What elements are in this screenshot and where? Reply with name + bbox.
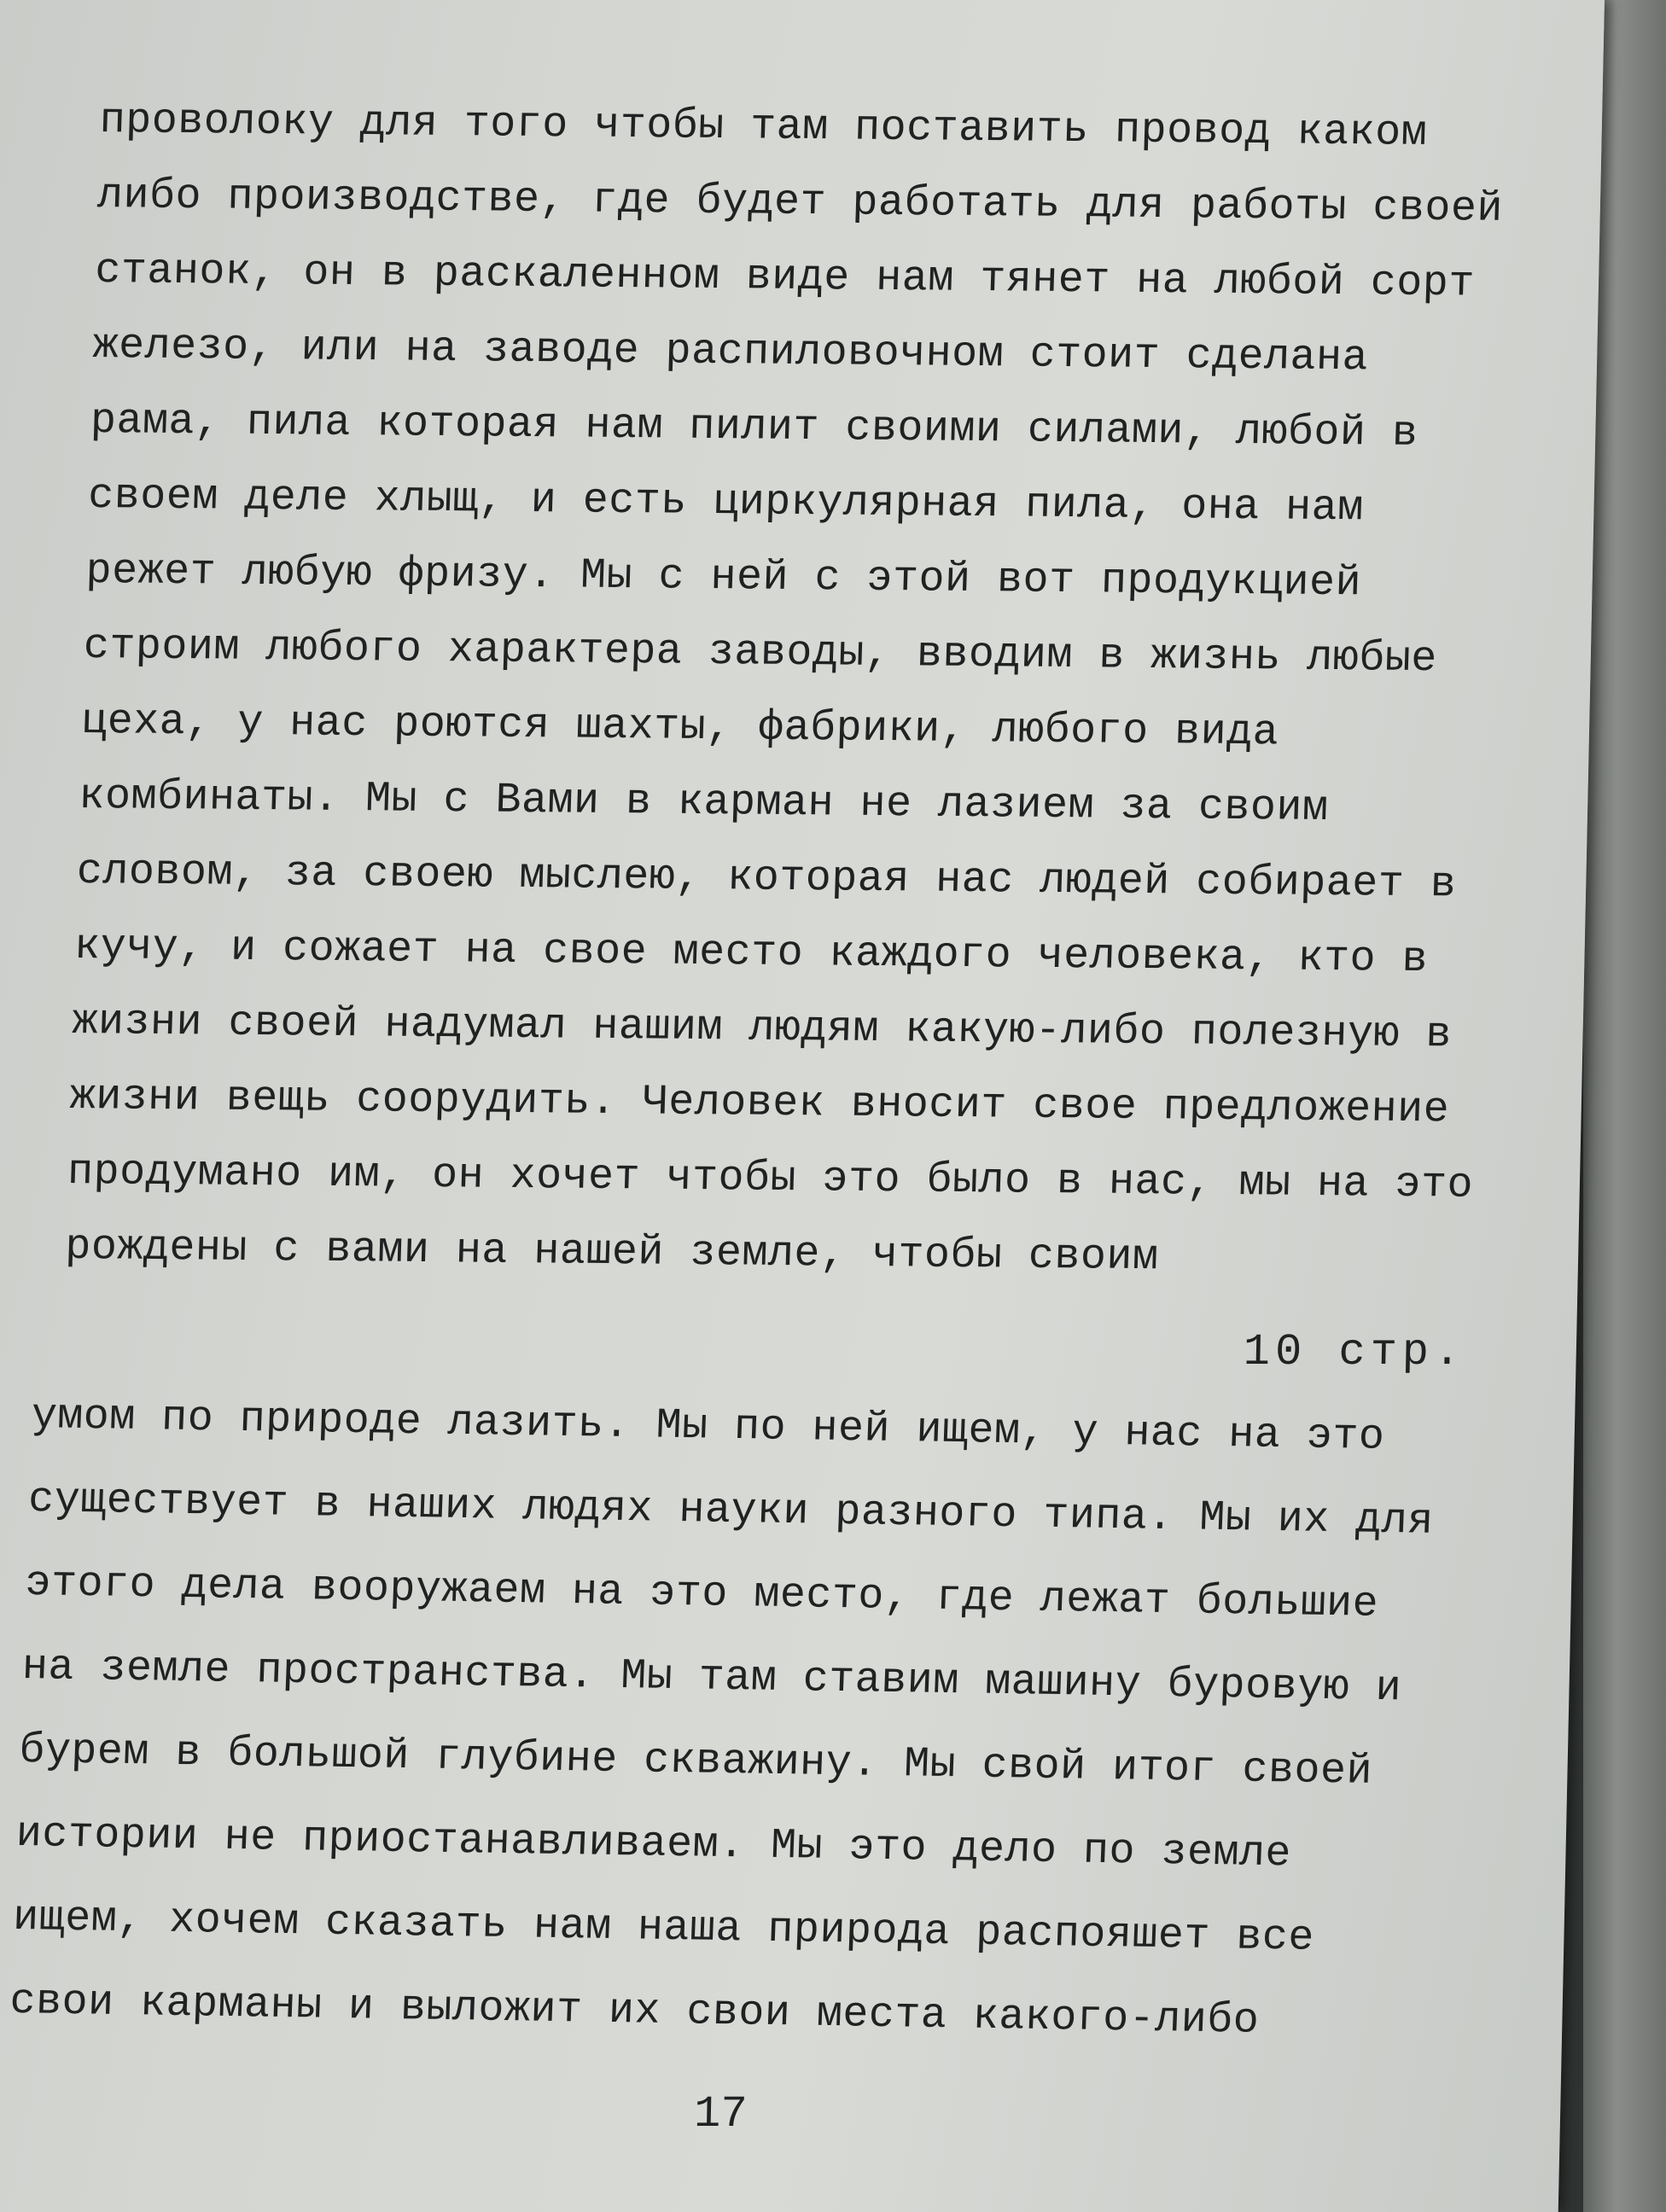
page-number: 17 <box>693 2089 749 2139</box>
text-line: станок, он в раскаленном виде нам тянет на любой сорт <box>94 246 1476 309</box>
text-line: на земле пространства. Мы там ставим машину буровую и <box>20 1642 1403 1714</box>
text-line: бурем в большой глубине скважину. Мы свой итог своей <box>18 1726 1374 1796</box>
text-line: умом по природе лазить. Мы по ней ищем, у нас на это <box>30 1391 1386 1462</box>
text-line: словом, за своею мыслею, которая нас людей собирает в <box>76 847 1458 910</box>
text-line: этого дела вооружаем на это место, где лежат большие <box>24 1558 1380 1629</box>
text-line: кучу, и сожает на свое место каждого человека, кто в <box>73 922 1429 985</box>
text-line: железо, или на заводе распиловочном стоит сделана <box>91 321 1369 383</box>
text-line: свои карманы и выложит их свои места какого-либо <box>9 1976 1261 2046</box>
text-line: продумано им, он хочет чтобы это было в нас, мы на это <box>67 1147 1474 1210</box>
text-line: рама, пила которая нам пилит своими силами, любой в <box>90 396 1419 458</box>
text-line: жизни вещь соорудить. Человек вносит свое предложение <box>68 1072 1451 1135</box>
text-line: ищем, хочем сказать нам наша природа распояшет все <box>12 1893 1315 1963</box>
text-line: строим любого характера заводы, вводим в жизнь любые <box>83 621 1438 684</box>
page-reference: 10 стр. <box>1243 1327 1466 1377</box>
text-line: проволоку для того чтобы там поставить провод каком <box>98 96 1428 158</box>
text-line: жизни своей надумал нашим людям какую-либо полезную в <box>71 997 1453 1060</box>
text-line: истории не приостанавливаем. Мы это дело по земле <box>15 1809 1292 1879</box>
text-line: режет любую фризу. Мы с ней с этой вот продукцией <box>84 546 1362 608</box>
text-line: своем деле хлыщ, и есть циркулярная пила, она нам <box>87 471 1365 533</box>
text-line: существует в наших людях науки разного типа. Мы их для <box>27 1475 1435 1546</box>
text-line: рождены с вами на нашей земле, чтобы своим <box>64 1222 1160 1283</box>
text-line: комбинаты. Мы с Вами в карман не лазием за своим <box>78 771 1330 834</box>
text-line: цеха, у нас роются шахты, фабрики, любого вида <box>80 696 1280 758</box>
text-line: либо производстве, где будет работать для работы своей <box>96 171 1504 234</box>
